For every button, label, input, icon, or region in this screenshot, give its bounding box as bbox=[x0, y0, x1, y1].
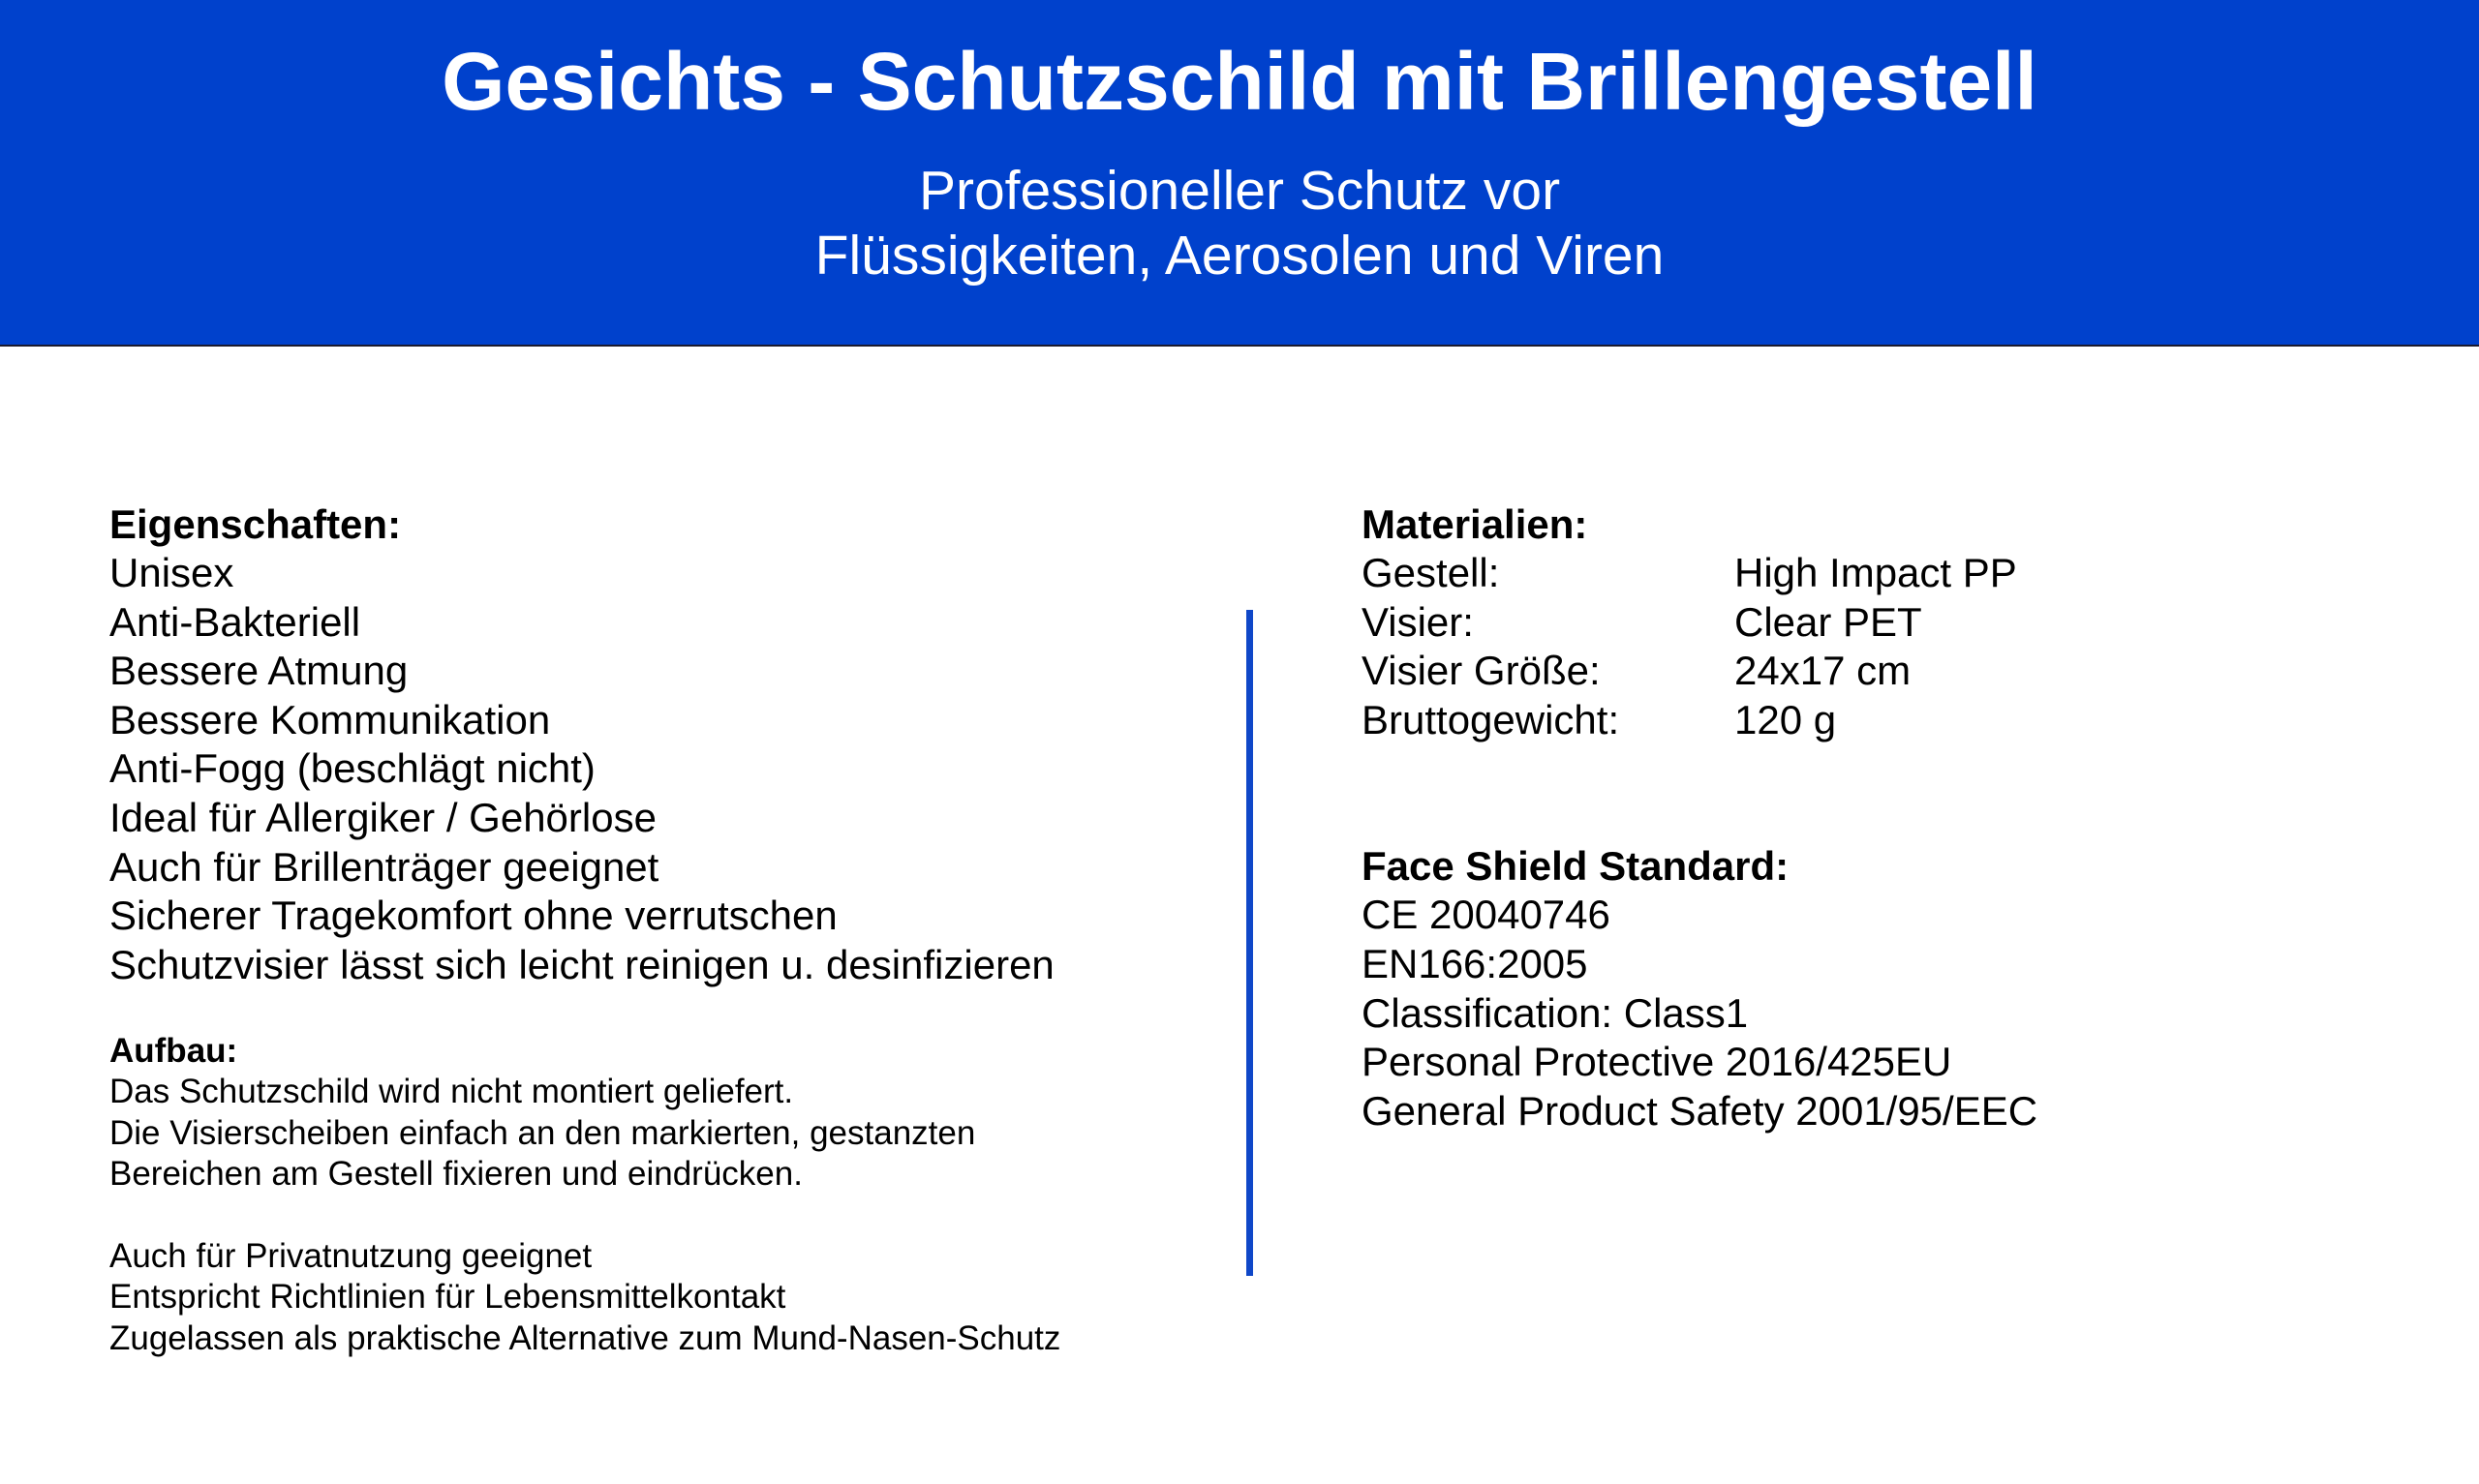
list-item: Ideal für Allergiker / Gehörlose bbox=[109, 794, 657, 840]
page-subtitle bbox=[0, 159, 2479, 288]
aufbau-heading: Aufbau: bbox=[109, 1032, 238, 1071]
right-column bbox=[1362, 500, 2427, 1136]
list-item: CE 20040746 bbox=[1362, 892, 1610, 938]
material-value: Clear PET bbox=[1734, 598, 1922, 645]
table-row bbox=[1362, 696, 2427, 745]
list-item: Bessere Kommunikation bbox=[109, 696, 551, 742]
text-line: Entspricht Richtlinien für Lebensmittelkontakt bbox=[109, 1278, 786, 1317]
list-item: Auch für Brillenträger geeignet bbox=[109, 843, 659, 890]
list-item: Bessere Atmung bbox=[109, 648, 409, 694]
subtitle-line: Professioneller Schutz vor bbox=[918, 160, 1561, 222]
material-label: Visier: bbox=[1362, 598, 1474, 645]
list-item: Schutzvisier lässt sich leicht reinigen u. desinfizieren bbox=[109, 941, 1055, 987]
list-item: General Product Safety 2001/95/EEC bbox=[1362, 1087, 2038, 1134]
material-label: Visier Größe: bbox=[1362, 648, 1601, 694]
list-item: Anti-Bakteriell bbox=[109, 598, 361, 645]
aufbau-text bbox=[109, 1072, 1223, 1196]
table-row bbox=[1362, 647, 2427, 696]
table-row bbox=[1362, 598, 2427, 648]
material-label: Bruttogewicht: bbox=[1362, 696, 1620, 742]
table-row bbox=[1362, 549, 2427, 598]
standard-list bbox=[1362, 891, 2427, 1136]
materialien-heading: Materialien: bbox=[1362, 501, 1588, 547]
list-item: Unisex bbox=[109, 550, 234, 595]
page-title: Gesichts - Schutzschild mit Brillengestell bbox=[442, 36, 2037, 127]
list-item: Classification: Class1 bbox=[1362, 989, 1749, 1036]
eigenschaften-list bbox=[109, 549, 1223, 989]
material-label: Gestell: bbox=[1362, 550, 1500, 595]
text-line: Zugelassen als praktische Alternative zum Mund-Nasen-Schutz bbox=[109, 1318, 1061, 1357]
text-line: Bereichen am Gestell fixieren und eindrücken. bbox=[109, 1155, 803, 1194]
left-column bbox=[109, 500, 1223, 1359]
header-banner bbox=[0, 0, 2479, 347]
text-line: Das Schutzschild wird nicht montiert geliefert. bbox=[109, 1073, 794, 1111]
standard-heading: Face Shield Standard: bbox=[1362, 843, 1790, 890]
material-value: 120 g bbox=[1734, 696, 1837, 742]
extra-notes bbox=[109, 1236, 1223, 1360]
list-item: Personal Protective 2016/425EU bbox=[1362, 1039, 1952, 1085]
subtitle-line: Flüssigkeiten, Aerosolen und Viren bbox=[814, 225, 1665, 287]
material-value: High Impact PP bbox=[1734, 550, 2017, 595]
materialien-table bbox=[1362, 549, 2427, 744]
text-line: Auch für Privatnutzung geeignet bbox=[109, 1236, 593, 1275]
list-item: Anti-Fogg (beschlägt nicht) bbox=[109, 745, 596, 792]
list-item: Sicherer Tragekomfort ohne verrutschen bbox=[109, 893, 838, 939]
column-divider bbox=[1246, 610, 1253, 1276]
eigenschaften-heading: Eigenschaften: bbox=[109, 501, 402, 547]
text-line: Die Visierscheiben einfach an den markierten, gestanzten bbox=[109, 1113, 976, 1152]
list-item: EN166:2005 bbox=[1362, 940, 1588, 986]
material-value: 24x17 cm bbox=[1734, 648, 1912, 694]
